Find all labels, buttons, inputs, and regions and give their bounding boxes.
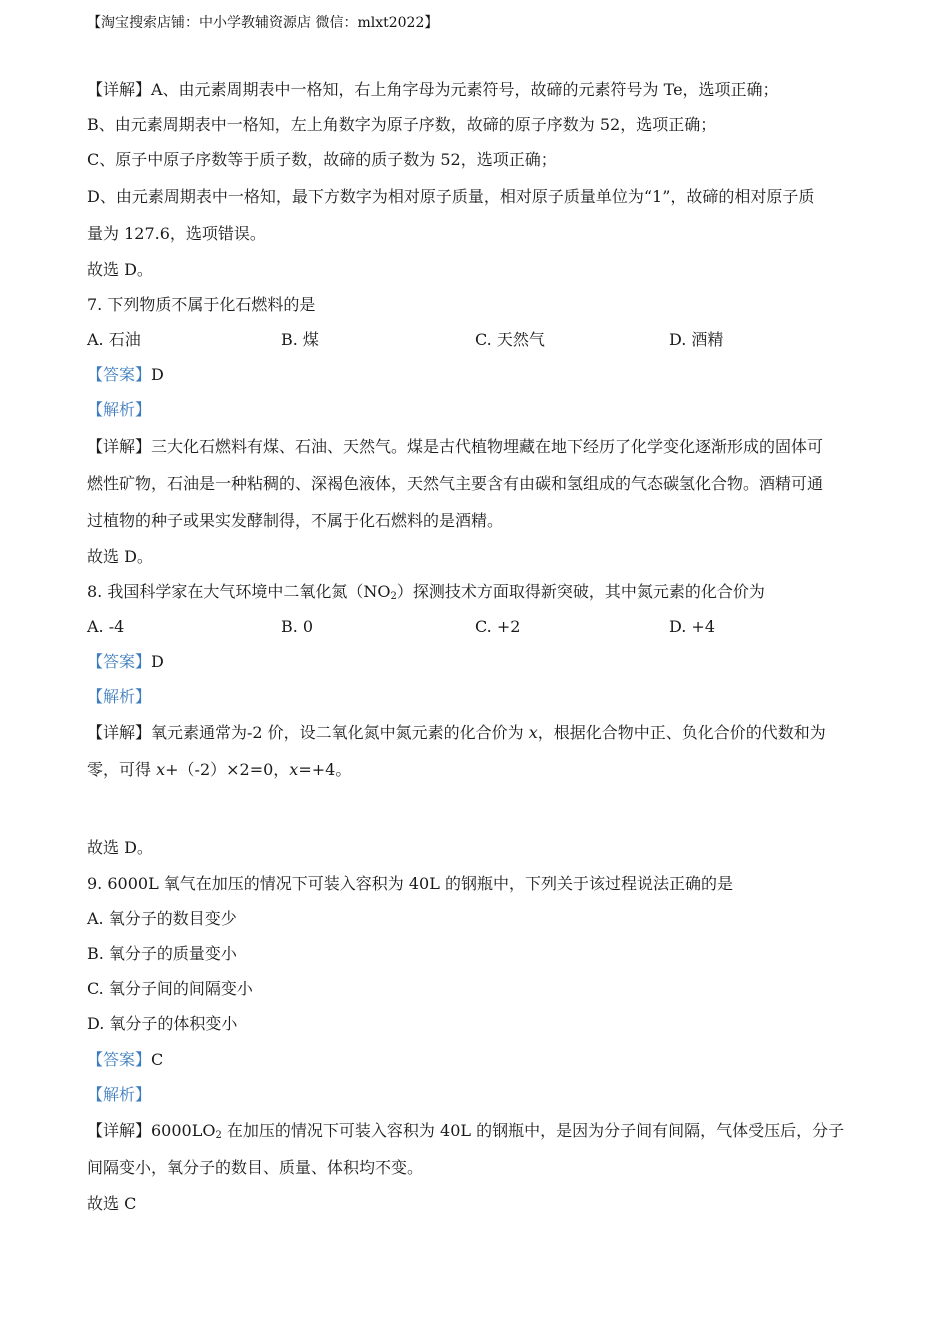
answer-tag: 【答案】	[87, 1049, 152, 1069]
q7-detail-line2: 燃性矿物，石油是一种粘稠的、深褐色液体，天然气主要含有由碳和氢组成的气态碳氢化合物。酒精可通	[87, 473, 824, 493]
q7-option-b: B. 煤	[281, 329, 319, 349]
q8-stem	[87, 574, 863, 609]
q8-option-b: B. 0	[281, 616, 314, 636]
q8-answer-row	[87, 644, 863, 679]
answer-tag: 【答案】	[87, 652, 152, 672]
q7-conclusion: 故选 D。	[87, 546, 153, 566]
q7-options	[87, 322, 863, 357]
q6-detail-a: 【详解】A、由元素周期表中一格知，右上角字母为元素符号，故碲的元素符号为 Te，选项正确；	[87, 80, 779, 99]
q9-detail-subscript: 2	[215, 1129, 222, 1141]
q8-detail-line2	[87, 751, 863, 788]
q6-detail-b: B、由元素周期表中一格知，左上角数字为原子序数，故碲的原子序数为 52，选项正确；	[87, 115, 717, 135]
q8-conclusion: 故选 D。	[87, 838, 153, 858]
q6-conclusion: 故选 D。	[87, 259, 153, 279]
page-header: 【淘宝搜索店铺：中小学教辅资源店 微信：mlxt2022】	[87, 15, 439, 31]
q9-option-d: D. 氧分子的体积变小	[87, 1014, 238, 1034]
q8-detail-line1	[87, 714, 863, 751]
q7-analysis-row	[87, 392, 863, 427]
q8-analysis-row	[87, 679, 863, 714]
q8-detail-result: =+4。	[298, 760, 352, 780]
q9-detail-line1	[87, 1112, 863, 1149]
q8-option-d: D. +4	[669, 616, 716, 636]
analysis-tag: 【解析】	[87, 1084, 152, 1104]
analysis-tag: 【解析】	[87, 687, 152, 707]
q8-detail-equation: +（-2）×2=0，	[165, 760, 290, 780]
q8-detail-variable: x	[156, 760, 166, 780]
q8-stem-text-2: ）探测技术方面取得新突破，其中氮元素的化合价为	[396, 581, 765, 601]
q8-detail-text-2: ，根据化合物中正、负化合价的代数和为	[537, 723, 826, 743]
q7-answer-row	[87, 357, 863, 392]
q8-detail-variable: x	[289, 760, 299, 780]
q7-option-d: D. 酒精	[669, 329, 724, 349]
q8-detail-variable: x	[528, 723, 538, 743]
q8-answer: D	[151, 652, 164, 672]
answer-tag: 【答案】	[87, 365, 152, 385]
q9-conclusion: 故选 C	[87, 1193, 137, 1213]
q7-option-a: A. 石油	[87, 329, 141, 349]
q9-option-a: A. 氧分子的数目变少	[87, 908, 237, 928]
q8-options	[87, 609, 863, 644]
spacer	[87, 788, 863, 830]
q9-detail-line2: 间隔变小，氧分子的数目、质量、体积均不变。	[87, 1157, 424, 1177]
q9-option-b: B. 氧分子的质量变小	[87, 944, 237, 963]
q7-detail-line1: 【详解】三大化石燃料有煤、石油、天然气。煤是古代植物埋藏在地下经历了化学变化逐渐形成的固体可	[87, 436, 824, 456]
q8-stem-subscript: 2	[390, 590, 397, 602]
q7-option-c: C. 天然气	[475, 329, 545, 349]
q7-detail-line3: 过植物的种子或果实发酵制得，不属于化石燃料的是酒精。	[87, 510, 504, 530]
q9-detail-text-1: 【详解】6000LO	[87, 1120, 216, 1140]
q8-detail-text-1: 【详解】氧元素通常为-2 价，设二氧化氮中氮元素的化合价为	[87, 723, 529, 743]
q8-stem-text-1: 8. 我国科学家在大气环境中二氧化氮（NO	[87, 581, 391, 601]
q6-detail-c: C、原子中原子序数等于质子数，故碲的质子数为 52，选项正确；	[87, 150, 557, 170]
q9-answer: C	[151, 1049, 164, 1069]
q9-stem: 9. 6000L 氧气在加压的情况下可装入容积为 40L 的钢瓶中，下列关于该过程说法正确的是	[87, 873, 733, 893]
document-body	[87, 72, 863, 1221]
q8-option-a: A. -4	[87, 616, 125, 636]
q9-answer-row	[87, 1042, 863, 1077]
q9-analysis-row	[87, 1077, 863, 1112]
q8-option-c: C. +2	[475, 616, 521, 636]
q8-detail-text-3: 零，可得	[87, 760, 157, 780]
q7-answer: D	[151, 365, 164, 385]
q9-option-c: C. 氧分子间的间隔变小	[87, 979, 253, 999]
q7-stem: 7. 下列物质不属于化石燃料的是	[87, 294, 316, 314]
q6-detail-d-line2: 量为 127.6，选项错误。	[87, 223, 266, 243]
analysis-tag: 【解析】	[87, 400, 152, 420]
q9-detail-text-2: 在加压的情况下可装入容积为 40L 的钢瓶中，是因为分子间有间隔，气体受压后，分子	[221, 1120, 845, 1140]
q6-detail-d-line1: D、由元素周期表中一格知，最下方数字为相对原子质量，相对原子质量单位为“1”，故碲的相对原子质	[87, 186, 815, 206]
